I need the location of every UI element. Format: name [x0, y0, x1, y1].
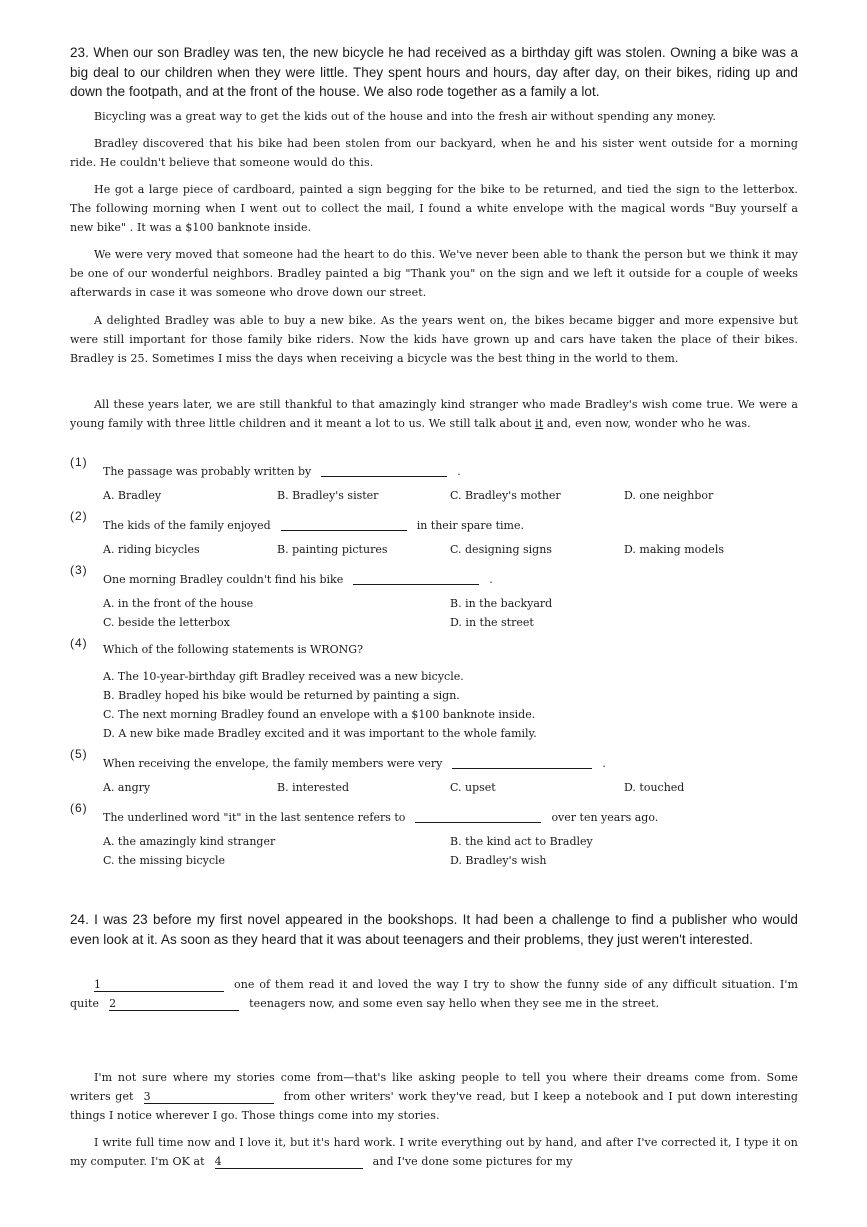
gap-1[interactable]: 1 — [94, 978, 224, 992]
q24-p3-text-a: I write full time now and I love it, but it's hard work. I write everything out by hand, and after I've corrected it, I type it on my computer. I'm OK at — [70, 1136, 798, 1169]
question-2-text — [103, 516, 524, 532]
q24-p2-text-a: I'm not sure where my stories come from—that's like asking people to tell you where their dreams come from. Some writers get — [70, 1071, 798, 1104]
option-b[interactable]: B. the kind act to Bradley — [450, 835, 593, 848]
option-c[interactable]: C. beside the letterbox — [103, 616, 230, 629]
option-d[interactable]: D. making models — [624, 543, 724, 556]
question-stem-end: . — [457, 465, 461, 478]
option-c[interactable]: C. Bradley's mother — [450, 489, 561, 502]
answer-blank[interactable] — [452, 756, 592, 769]
question-stem: The kids of the family enjoyed — [103, 519, 271, 532]
q23-paragraph-6 — [70, 395, 798, 433]
option-a[interactable]: A. Bradley — [103, 489, 162, 502]
question-number: (3) — [70, 563, 88, 577]
question-number: (1) — [70, 455, 88, 469]
question-stem-end: over ten years ago. — [551, 811, 659, 824]
question-stem: When receiving the envelope, the family members were very — [103, 757, 443, 770]
gap-2[interactable]: 2 — [109, 997, 239, 1011]
q24-paragraph-2 — [70, 1068, 798, 1126]
q24-paragraph-3 — [70, 1133, 798, 1171]
answer-blank[interactable] — [321, 464, 447, 477]
question-3-text — [103, 570, 493, 586]
option-a[interactable]: A. angry — [103, 781, 151, 794]
gap-4[interactable]: 4 — [215, 1155, 363, 1169]
q23-paragraph-2: Bradley discovered that his bike had been stolen from our backyard, when he and his sister went outside for a morning ride. He couldn't believe that someone would do this. — [70, 137, 798, 170]
answer-blank[interactable] — [281, 518, 407, 531]
question-4-text: Which of the following statements is WRONG? — [103, 643, 363, 656]
q24-p3-text-b: and I've done some pictures for my — [372, 1155, 573, 1169]
q24-p1-text-a: one of them read it and loved the way I try to show the funny side of any difficult situation. I'm quite — [70, 978, 798, 1011]
q23-p6-before: All these years later, we are still thankful to that amazingly kind stranger who made Bradley's wish come true. We were a young family with three little children and it meant a lot to us. We still talk about — [70, 398, 798, 431]
question-1-text — [103, 462, 461, 478]
option-d[interactable]: D. one neighbor — [624, 489, 714, 502]
q23-paragraph-1: Bicycling was a great way to get the kids out of the house and into the fresh air without spending any money. — [94, 110, 716, 123]
question-number: (6) — [70, 801, 88, 815]
option-d[interactable]: D. A new bike made Bradley excited and it was important to the whole family. — [103, 727, 537, 740]
option-d[interactable]: D. Bradley's wish — [450, 854, 547, 867]
option-b[interactable]: B. Bradley hoped his bike would be returned by painting a sign. — [103, 689, 460, 702]
question-stem-end: in their spare time. — [416, 519, 524, 532]
q23-intro: 23. When our son Bradley was ten, the new bicycle he had received as a birthday gift was stolen. Owning a bike was a big deal to our children when they were little. They spent hours and hours, day after day, on their bikes, riding up and down the footpath, and at the front of the house. We also rode together as a family a lot. — [70, 45, 798, 99]
answer-blank[interactable] — [353, 572, 479, 585]
q23-p6-after: and, even now, wonder who he was. — [543, 417, 751, 431]
option-d[interactable]: D. in the street — [450, 616, 534, 629]
option-b[interactable]: B. Bradley's sister — [277, 489, 379, 502]
q24-intro: 24. I was 23 before my first novel appeared in the bookshops. It had been a challenge to find a publisher who would even look at it. As soon as they heard that it was about teenagers and their problems, they just weren't interested. — [70, 912, 798, 947]
q24-paragraph-1 — [70, 975, 798, 1013]
option-c[interactable]: C. designing signs — [450, 543, 552, 556]
q24-p1-text-b: teenagers now, and some even say hello when they see me in the street. — [249, 997, 660, 1011]
underlined-word-it: it — [535, 417, 544, 431]
gap-3[interactable]: 3 — [144, 1090, 274, 1104]
question-stem: The passage was probably written by — [103, 465, 312, 478]
question-stem-end: . — [489, 573, 493, 586]
question-number: (5) — [70, 747, 88, 761]
option-d[interactable]: D. touched — [624, 781, 685, 794]
question-6-text — [103, 808, 658, 824]
option-c[interactable]: C. The next morning Bradley found an envelope with a $100 banknote inside. — [103, 708, 536, 721]
question-5-text — [103, 754, 606, 770]
question-number: (2) — [70, 509, 88, 523]
option-b[interactable]: B. interested — [277, 781, 349, 794]
option-a[interactable]: A. riding bicycles — [103, 543, 200, 556]
q23-paragraph-3: He got a large piece of cardboard, painted a sign begging for the bike to be returned, and tied the sign to the letterbox. The following morning when I went out to collect the mail, I found a white envelope with the magical words "Buy yourself a new bike" . It was a $100 banknote inside. — [70, 183, 798, 235]
option-a[interactable]: A. in the front of the house — [103, 597, 254, 610]
q23-paragraph-4: We were very moved that someone had the heart to do this. We've never been able to thank the person but we think it may be one of our wonderful neighbors. Bradley painted a big "Thank you" on the sign and we left it outside for a couple of weeks afterwards in case it was someone who drove down our street. — [70, 248, 798, 300]
q23-paragraph-5: A delighted Bradley was able to buy a new bike. As the years went on, the bikes became bigger and more expensive but were still important for those family bike riders. Now the kids have grown up and cars have taken the place of their bikes. Bradley is 25. Sometimes I miss the days when receiving a bicycle was the best thing in the world to them. — [70, 314, 798, 366]
option-a[interactable]: A. The 10-year-birthday gift Bradley received was a new bicycle. — [103, 670, 464, 683]
option-c[interactable]: C. upset — [450, 781, 496, 794]
question-stem: One morning Bradley couldn't find his bike — [103, 573, 344, 586]
option-a[interactable]: A. the amazingly kind stranger — [103, 835, 276, 848]
option-b[interactable]: B. in the backyard — [450, 597, 553, 610]
question-stem-end: . — [602, 757, 606, 770]
option-c[interactable]: C. the missing bicycle — [103, 854, 226, 867]
option-b[interactable]: B. painting pictures — [277, 543, 388, 556]
question-number: (4) — [70, 636, 88, 650]
question-stem: The underlined word "it" in the last sentence refers to — [103, 811, 406, 824]
answer-blank[interactable] — [415, 810, 541, 823]
q24-p2-text-b: from other writers' work they've read, but I keep a notebook and I put down interesting things I notice wherever I go. Those things come into my stories. — [70, 1090, 799, 1123]
